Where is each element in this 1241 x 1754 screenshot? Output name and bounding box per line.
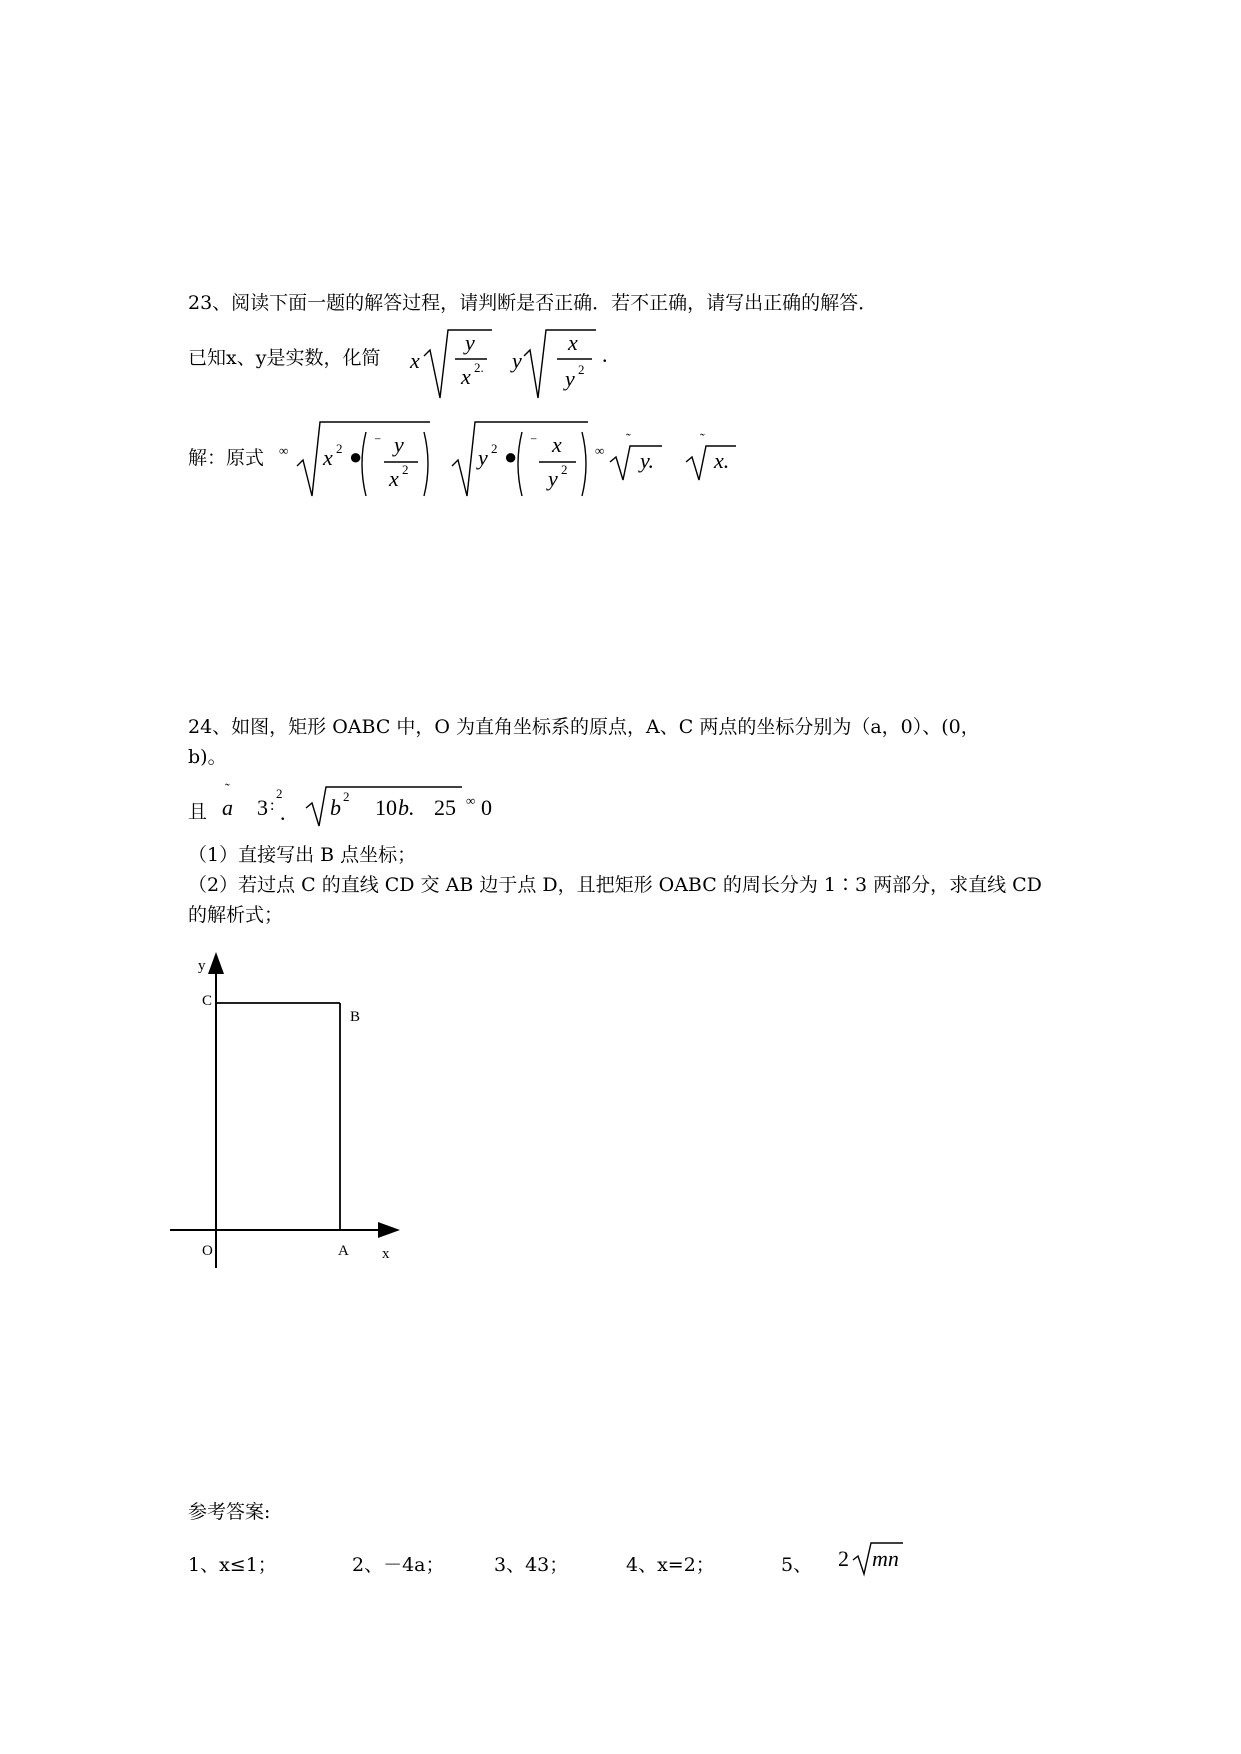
label-x: x	[382, 1246, 390, 1262]
answer-2: 2、－4a；	[352, 1554, 445, 1576]
label-a: A	[338, 1243, 349, 1259]
label-y: y	[198, 958, 206, 974]
answer-3: 3、43；	[494, 1554, 569, 1576]
answer-1: 1、x≤1；	[188, 1554, 277, 1576]
q23-given-text: 已知x、y是实数，化简	[188, 347, 381, 369]
q24-line1: 24、如图，矩形 OABC 中，O 为直角坐标系的原点，A、C 两点的坐标分别为（a，0）、(0，	[188, 716, 980, 738]
answer-4: 4、x=2；	[626, 1554, 715, 1576]
label-b: B	[350, 1009, 361, 1025]
answer-5-coef: 2	[838, 1546, 849, 1571]
q24-line2: b)。	[188, 746, 227, 768]
q23-prompt: 23、阅读下面一题的解答过程，请判断是否正确．若不正确，请写出正确的解答．	[188, 292, 878, 314]
answer-5-radicand: mn	[872, 1546, 899, 1571]
q24-part1: （1）直接写出 B 点坐标；	[188, 844, 417, 866]
q24-condition-prefix: 且	[188, 801, 208, 823]
q24-part2-line1: （2）若过点 C 的直线 CD 交 AB 边于点 D，且把矩形 OABC 的周长分为 1∶3 两部分，求直线 CD	[188, 874, 1042, 896]
label-c: C	[202, 993, 213, 1009]
label-o: O	[202, 1243, 213, 1259]
q24-part2-line2: 的解析式；	[188, 904, 284, 926]
answer-5: 5、	[781, 1554, 813, 1576]
q23-solution-text: 解：原式	[188, 447, 265, 469]
q24-condition-eq: 0	[481, 795, 492, 820]
answers-heading: 参考答案:	[188, 1501, 271, 1523]
